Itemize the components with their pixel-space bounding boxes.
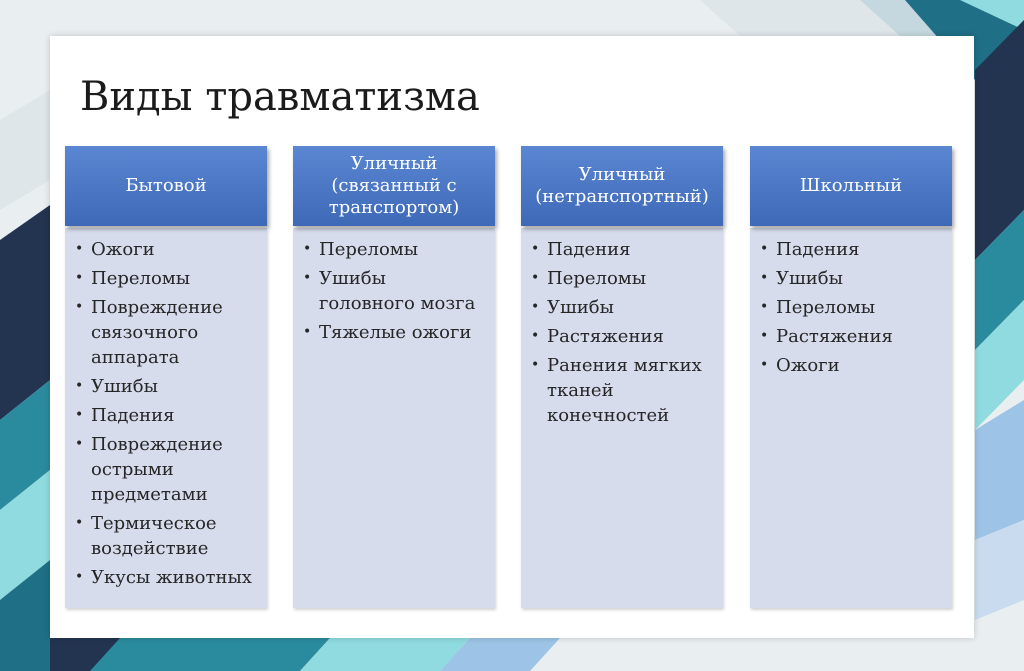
list-item: • Термическое воздействие — [73, 511, 259, 561]
column-body — [521, 228, 723, 608]
list-item: • Переломы — [73, 266, 259, 291]
bullet-list — [529, 237, 715, 428]
column-header: Уличный (связанный с транспортом) — [293, 146, 495, 226]
list-item: • Переломы — [301, 237, 487, 262]
bullet-list — [758, 237, 944, 378]
list-item: • Укусы животных — [73, 565, 259, 590]
column-header: Уличный (нетранспортный) — [521, 146, 723, 226]
column-school — [750, 146, 952, 608]
column-body — [750, 228, 952, 608]
list-item: • Падения — [758, 237, 944, 262]
list-item: • Ожоги — [73, 237, 259, 262]
list-item: • Падения — [73, 403, 259, 428]
list-item: • Ранения мягких тканей конечностей — [529, 353, 715, 428]
slide-title: Виды травматизма — [80, 74, 480, 120]
list-item: • Ушибы головного мозга — [301, 266, 487, 316]
list-item: • Падения — [529, 237, 715, 262]
slide — [50, 36, 974, 638]
list-item: • Переломы — [529, 266, 715, 291]
list-item: • Ушибы — [758, 266, 944, 291]
column-street-transport — [293, 146, 495, 608]
column-body — [65, 228, 267, 608]
list-item: • Переломы — [758, 295, 944, 320]
bullet-list — [73, 237, 259, 590]
column-header: Бытовой — [65, 146, 267, 226]
column-street-non-transport — [521, 146, 723, 608]
column-body — [293, 228, 495, 608]
list-item: • Ожоги — [758, 353, 944, 378]
column-header: Школьный — [750, 146, 952, 226]
list-item: • Ушибы — [529, 295, 715, 320]
list-item: • Растяжения — [758, 324, 944, 349]
list-item: • Тяжелые ожоги — [301, 320, 487, 345]
list-item: • Повреждение острыми предметами — [73, 432, 259, 507]
column-household — [65, 146, 267, 608]
list-item: • Повреждение связочного аппарата — [73, 295, 259, 370]
list-item: • Ушибы — [73, 374, 259, 399]
list-item: • Растяжения — [529, 324, 715, 349]
bullet-list — [301, 237, 487, 345]
